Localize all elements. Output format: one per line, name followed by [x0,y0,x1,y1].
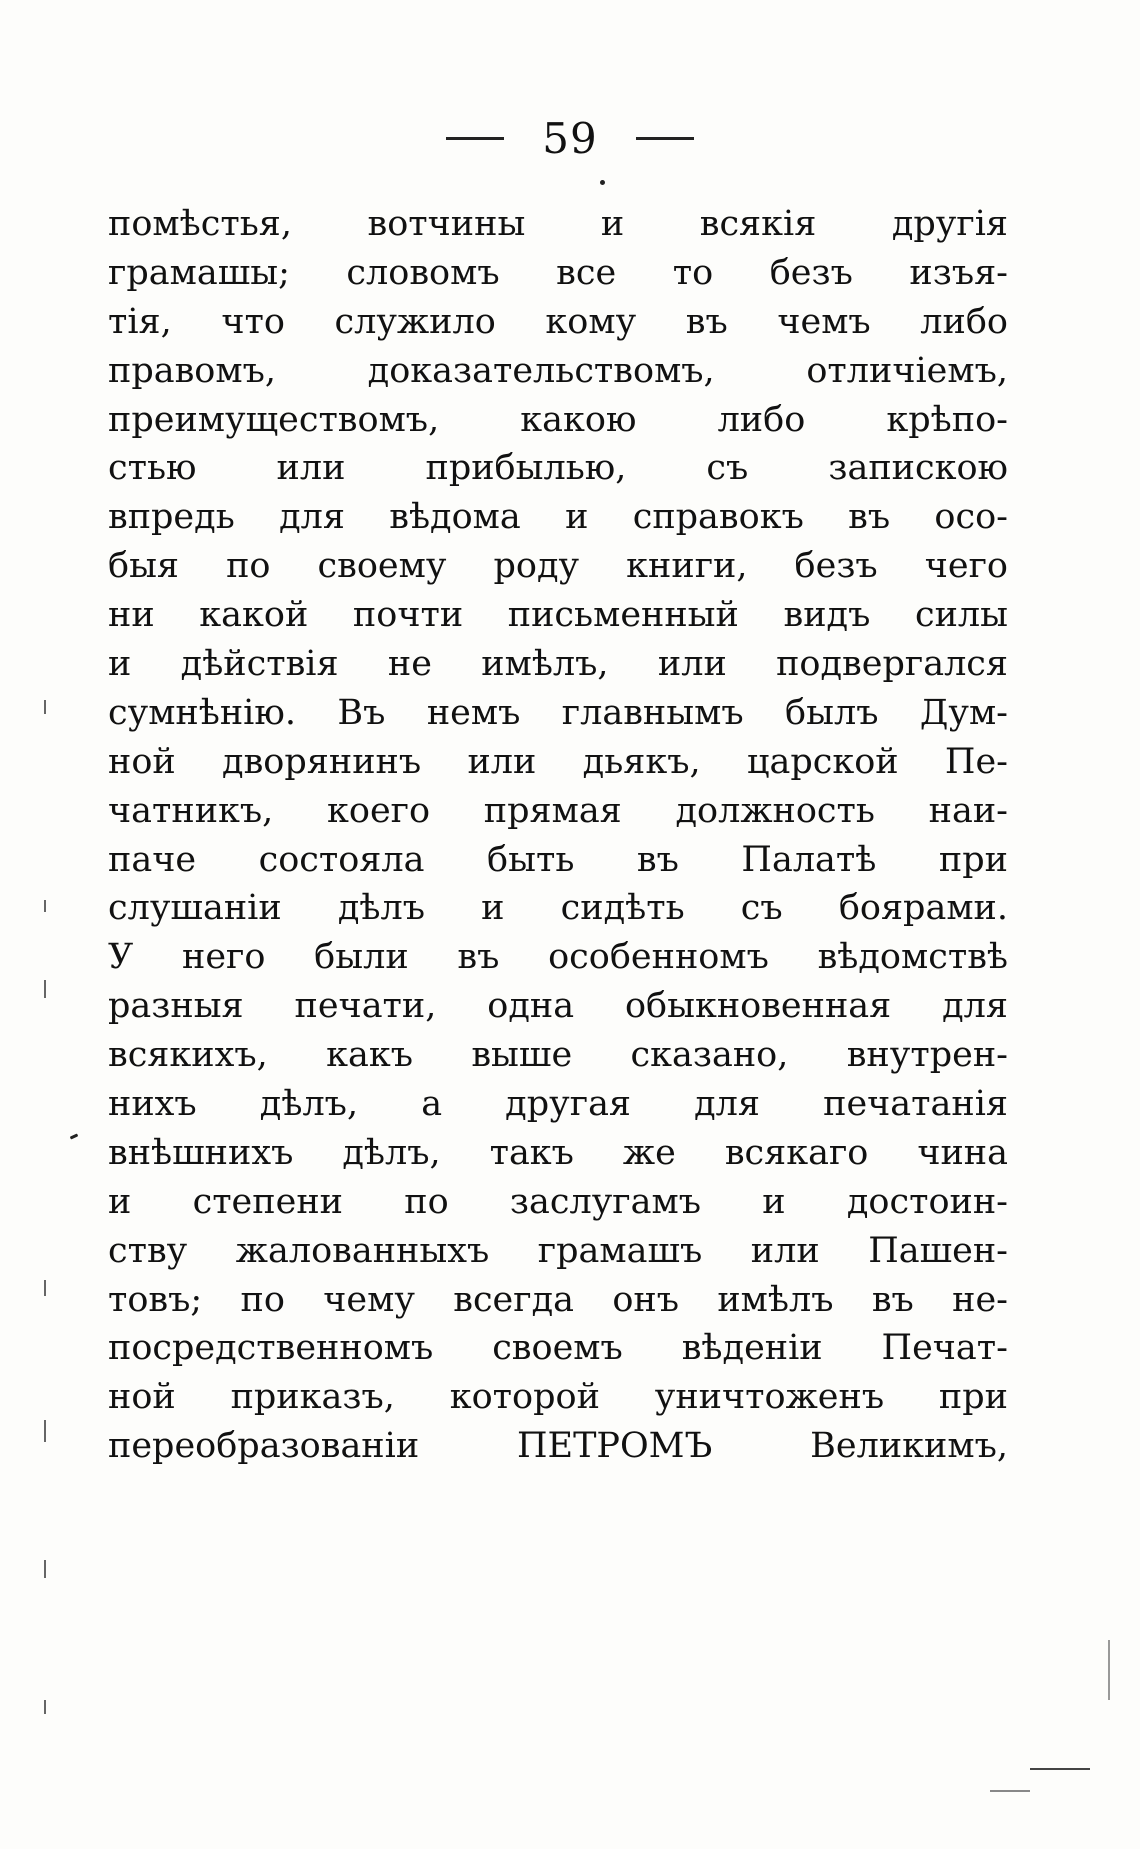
header-dash-right [636,137,694,140]
text-line: стью или прибылью, съ запискою [108,448,1008,489]
text-line: помѣстья, вотчины и всякія другія [108,204,1008,244]
page-number: 59 [542,113,598,163]
margin-mark [44,1700,46,1714]
text-line: преимуществомъ, какою либо крѣпо- [108,399,1008,440]
text-line: и дѣйствія не имѣлъ, или подвергался [108,644,1008,685]
text-line: ной приказъ, которой уничтоженъ при [108,1377,1008,1418]
margin-mark [44,1280,46,1296]
text-line: посредственномъ своемъ вѣденіи Печат- [108,1328,1008,1369]
text-line: разныя печати, одна обыкновенная для [108,986,1008,1027]
text-line: грамашы; словомъ все то безъ изъя- [108,252,1008,293]
text-line: паче состояла быть въ Палатѣ при [108,839,1008,880]
text-line: всякихъ, какъ выше сказано, внутрен- [108,1035,1008,1076]
text-line: и степени по заслугамъ и достоин- [108,1181,1008,1222]
text-line: нихъ дѣлъ, а другая для печатанія [108,1084,1008,1125]
bottom-rule [1030,1768,1090,1770]
text-line: ству жалованныхъ грамашъ или Пашен- [108,1230,1008,1271]
text-line: быя по своему роду книги, безъ чего [108,546,1008,587]
text-line: впредь для вѣдома и справокъ въ осо- [108,497,1008,538]
margin-mark [44,700,46,714]
margin-mark [44,1560,46,1578]
text-line: У него были въ особенномъ вѣдомствѣ [108,937,1008,978]
text-line: чатникъ, коего прямая должность наи- [108,790,1008,831]
margin-mark [44,900,46,912]
ink-speck [600,180,605,185]
text-line: слушаніи дѣлъ и сидѣть съ боярами. [108,888,1008,929]
margin-mark [1108,1640,1110,1700]
text-line: сумнѣнію. Въ немъ главнымъ былъ Дум- [108,692,1008,733]
margin-mark [44,1420,46,1442]
text-line: переобразованіи ПЕТРОМЪ Великимъ, [108,1426,1008,1467]
text-line: товъ; по чему всегда онъ имѣлъ въ не- [108,1279,1008,1320]
page-header [0,112,1140,163]
margin-mark [44,980,46,998]
text-line: внѣшнихъ дѣлъ, такъ же всякаго чина [108,1132,1008,1173]
ink-speck [70,1133,79,1139]
body-text [108,200,1008,1471]
header-dash-left [446,137,504,140]
text-line: правомъ, доказательствомъ, отличіемъ, [108,350,1008,391]
text-line: тія, что служило кому въ чемъ либо [108,301,1008,342]
text-line: ни какой почти письменный видъ силы [108,595,1008,636]
text-line: ной дворянинъ или дьякъ, царской Пе- [108,741,1008,782]
bottom-rule [990,1790,1030,1792]
